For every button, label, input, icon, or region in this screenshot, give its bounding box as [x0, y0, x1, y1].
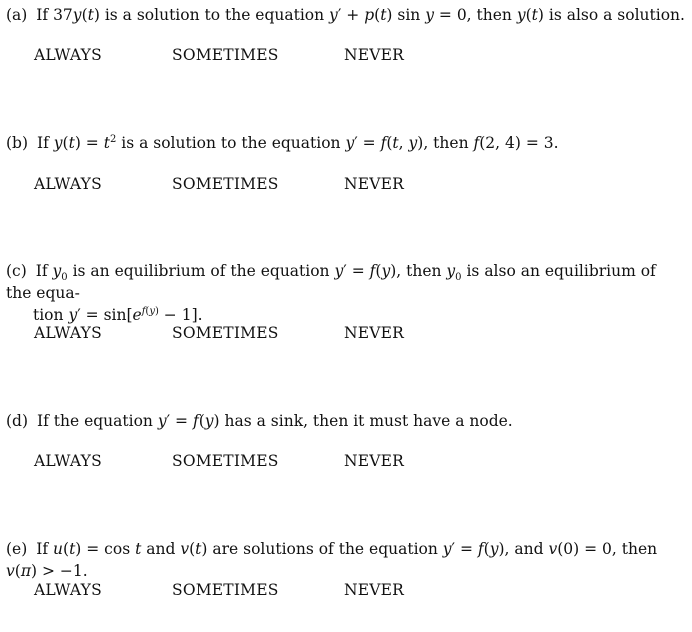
choice-always[interactable]: ALWAYS: [34, 46, 102, 64]
question-e: [6, 538, 686, 582]
choice-sometimes[interactable]: SOMETIMES: [172, 581, 279, 599]
question-label: (d): [6, 412, 29, 430]
question-text-e: If u(t) = cos t and v(t) are solutions of the equation y′ = f(y), and v(0) = 0, then v(π) > −1.: [6, 540, 658, 580]
question-text-d: If the equation y′ = f(y) has a sink, then it must have a node.: [36, 412, 513, 430]
choice-sometimes[interactable]: SOMETIMES: [172, 452, 279, 470]
choice-never[interactable]: NEVER: [344, 324, 405, 342]
question-text-a: If 37y(t) is a solution to the equation y′ + p(t) sin y = 0, then y(t) is also a solution.: [36, 6, 685, 24]
question-text-c: If $y_0$ is an equilibrium of the equation y′ = f(y), then $y_0$ is also an equilibrium of the equa-: [6, 262, 656, 302]
question-text-b: If $y(t) = t^2$ is a solution to the equation y′ = f(t, y), then f(2, 4) = 3.: [36, 133, 559, 152]
choice-sometimes[interactable]: SOMETIMES: [172, 324, 279, 342]
choice-never[interactable]: NEVER: [344, 175, 405, 193]
question-label: (c): [6, 262, 27, 280]
choice-always[interactable]: ALWAYS: [34, 452, 102, 470]
choices-c: [0, 324, 692, 346]
choice-sometimes[interactable]: SOMETIMES: [172, 46, 279, 64]
choice-always[interactable]: ALWAYS: [34, 324, 102, 342]
question-label: (e): [6, 540, 28, 558]
question-label: (b): [6, 134, 29, 152]
question-a: [6, 4, 686, 26]
choices-b: [0, 175, 692, 197]
question-b: [6, 132, 686, 154]
question-c: [6, 260, 686, 326]
choices-a: [0, 46, 692, 68]
choice-always[interactable]: ALWAYS: [34, 581, 102, 599]
choice-never[interactable]: NEVER: [344, 452, 405, 470]
choices-e: [0, 581, 692, 603]
choices-d: [0, 452, 692, 474]
choice-sometimes[interactable]: SOMETIMES: [172, 175, 279, 193]
question-text-c-continued: tion $y' = \sin[e^{f(y)} - 1]$.: [33, 305, 203, 324]
choice-never[interactable]: NEVER: [344, 46, 405, 64]
question-d: [6, 410, 686, 432]
choice-never[interactable]: NEVER: [344, 581, 405, 599]
choice-always[interactable]: ALWAYS: [34, 175, 102, 193]
question-label: (a): [6, 6, 28, 24]
